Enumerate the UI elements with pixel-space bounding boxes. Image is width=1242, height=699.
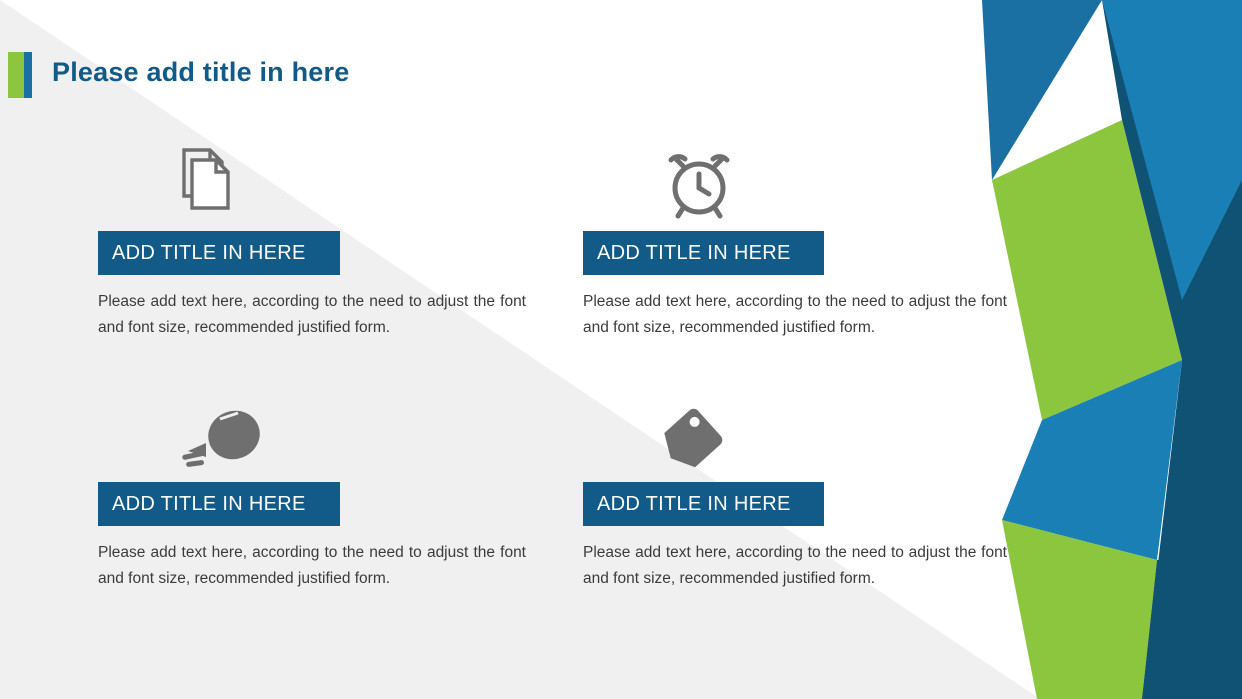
alarm-clock-icon xyxy=(583,140,1013,220)
title-accent-marker xyxy=(8,52,44,98)
page-title: Please add title in here xyxy=(52,57,350,87)
documents-copy-icon xyxy=(98,140,528,220)
decorative-shapes xyxy=(982,0,1242,699)
content-block-1 xyxy=(98,140,528,341)
price-tag-icon xyxy=(583,391,1013,471)
block-body-text: Please add text here, according to the need to adjust the font and font size, recommended justified form. xyxy=(98,293,526,336)
title-marker-blue xyxy=(24,52,32,98)
lightbulb-idea-icon xyxy=(98,391,528,471)
content-block-2 xyxy=(583,140,1013,341)
block-body-text: Please add text here, according to the need to adjust the font and font size, recommended justified form. xyxy=(583,544,1007,587)
content-block-3 xyxy=(98,391,528,592)
block-title-chip[interactable]: ADD TITLE IN HERE xyxy=(583,231,824,275)
block-body-text: Please add text here, according to the need to adjust the font and font size, recommended justified form. xyxy=(583,293,1007,336)
block-title-chip[interactable]: ADD TITLE IN HERE xyxy=(98,231,340,275)
content-block-4 xyxy=(583,391,1013,592)
block-title-chip[interactable]: ADD TITLE IN HERE xyxy=(583,482,824,526)
block-title-chip[interactable]: ADD TITLE IN HERE xyxy=(98,482,340,526)
block-body-text: Please add text here, according to the need to adjust the font and font size, recommended justified form. xyxy=(98,544,526,587)
decoration-svg xyxy=(982,0,1242,699)
